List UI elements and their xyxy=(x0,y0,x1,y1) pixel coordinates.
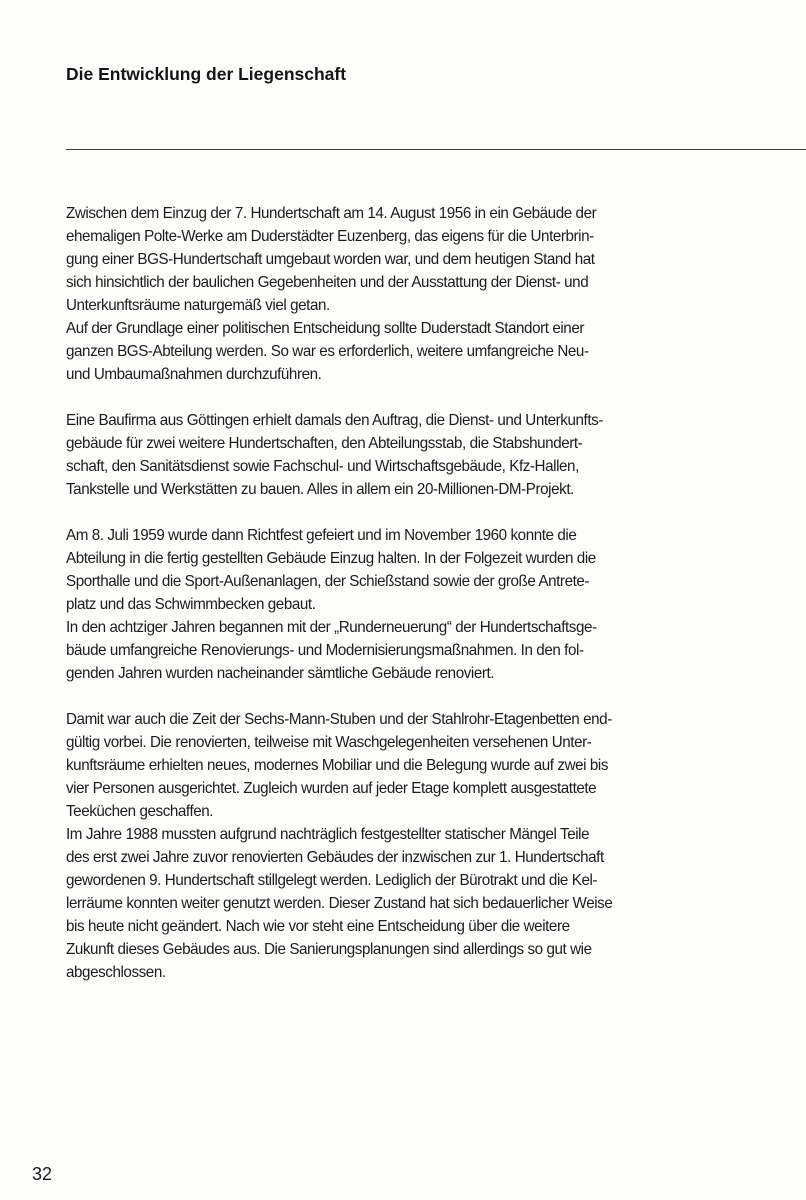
text-line: sich hinsichtlich der baulichen Gegebenheiten und der Ausstattung der Dienst- und xyxy=(66,274,589,291)
text-line: Eine Baufirma aus Göttingen erhielt damals den Auftrag, die Dienst- und Unterkunfts- xyxy=(66,412,603,429)
text-line: gebäude für zwei weitere Hundertschaften, den Abteilungsstab, die Stabshundert- xyxy=(66,435,583,452)
title-divider xyxy=(66,149,806,150)
paragraph xyxy=(66,409,806,501)
text-line: In den achtziger Jahren begannen mit der „Runderneuerung“ der Hundertschaftsge- xyxy=(66,619,597,636)
text-line: Tankstelle und Werkstätten zu bauen. Alles in allem ein 20-Millionen-DM-Projekt. xyxy=(66,481,574,498)
text-line: Sporthalle und die Sport-Außenanlagen, der Schießstand sowie der große Antrete- xyxy=(66,573,590,590)
text-line: Zwischen dem Einzug der 7. Hundertschaft am 14. August 1956 in ein Gebäude der xyxy=(66,205,597,222)
text-line: gung einer BGS-Hundertschaft umgebaut worden war, und dem heutigen Stand hat xyxy=(66,251,595,268)
text-line: Zukunft dieses Gebäudes aus. Die Sanierungsplanungen sind allerdings so gut wie xyxy=(66,941,592,958)
text-line: Teeküchen geschaffen. xyxy=(66,803,214,820)
paragraph xyxy=(66,202,806,386)
text-line: Abteilung in die fertig gestellten Gebäude Einzug halten. In der Folgezeit wurden die xyxy=(66,550,596,567)
paragraph xyxy=(66,524,806,685)
text-line: Damit war auch die Zeit der Sechs-Mann-Stuben und der Stahlrohr-Etagenbetten end- xyxy=(66,711,612,728)
text-line: ehemaligen Polte-Werke am Duderstädter Euzenberg, das eigens für die Unterbrin- xyxy=(66,228,594,245)
text-line: gültig vorbei. Die renovierten, teilweise mit Waschgelegenheiten versehenen Unter- xyxy=(66,734,592,751)
text-line: genden Jahren wurden nacheinander sämtliche Gebäude renoviert. xyxy=(66,665,495,682)
text-line: Auf der Grundlage einer politischen Entscheidung sollte Duderstadt Standort einer xyxy=(66,320,584,337)
text-line: Im Jahre 1988 mussten aufgrund nachträglich festgestellter statischer Mängel Teile xyxy=(66,826,590,843)
text-line: ganzen BGS-Abteilung werden. So war es erforderlich, weitere umfangreiche Neu- xyxy=(66,343,589,360)
text-line: bis heute nicht geändert. Nach wie vor steht eine Entscheidung über die weitere xyxy=(66,918,570,935)
text-line: schaft, den Sanitätsdienst sowie Fachschul- und Wirtschaftsgebäude, Kfz-Hallen, xyxy=(66,458,579,475)
text-line: Unterkunftsräume naturgemäß viel getan. xyxy=(66,297,330,314)
text-line: vier Personen ausgerichtet. Zugleich wurden auf jeder Etage komplett ausgestattete xyxy=(66,780,597,797)
text-line: Am 8. Juli 1959 wurde dann Richtfest gefeiert und im November 1960 konnte die xyxy=(66,527,577,544)
text-line: platz und das Schwimmbecken gebaut. xyxy=(66,596,316,613)
text-line: kunftsräume erhielten neues, modernes Mobiliar und die Belegung wurde auf zwei bis xyxy=(66,757,609,774)
page-number: 32 xyxy=(32,1164,53,1184)
body-text xyxy=(66,202,806,1007)
paragraph xyxy=(66,708,806,984)
text-line: gewordenen 9. Hundertschaft stillgelegt werden. Lediglich der Bürotrakt und die Kel- xyxy=(66,872,598,889)
text-line: bäude umfangreiche Renovierungs- und Modernisierungsmaßnahmen. In den fol- xyxy=(66,642,584,659)
page-title: Die Entwicklung der Liegenschaft xyxy=(66,64,347,84)
text-line: und Umbaumaßnahmen durchzuführen. xyxy=(66,366,322,383)
text-line: lerräume konnten weiter genutzt werden. Dieser Zustand hat sich bedauerlicher Weise xyxy=(66,895,613,912)
text-line: abgeschlossen. xyxy=(66,964,166,981)
text-line: des erst zwei Jahre zuvor renovierten Gebäudes der inzwischen zur 1. Hundertschaft xyxy=(66,849,604,866)
